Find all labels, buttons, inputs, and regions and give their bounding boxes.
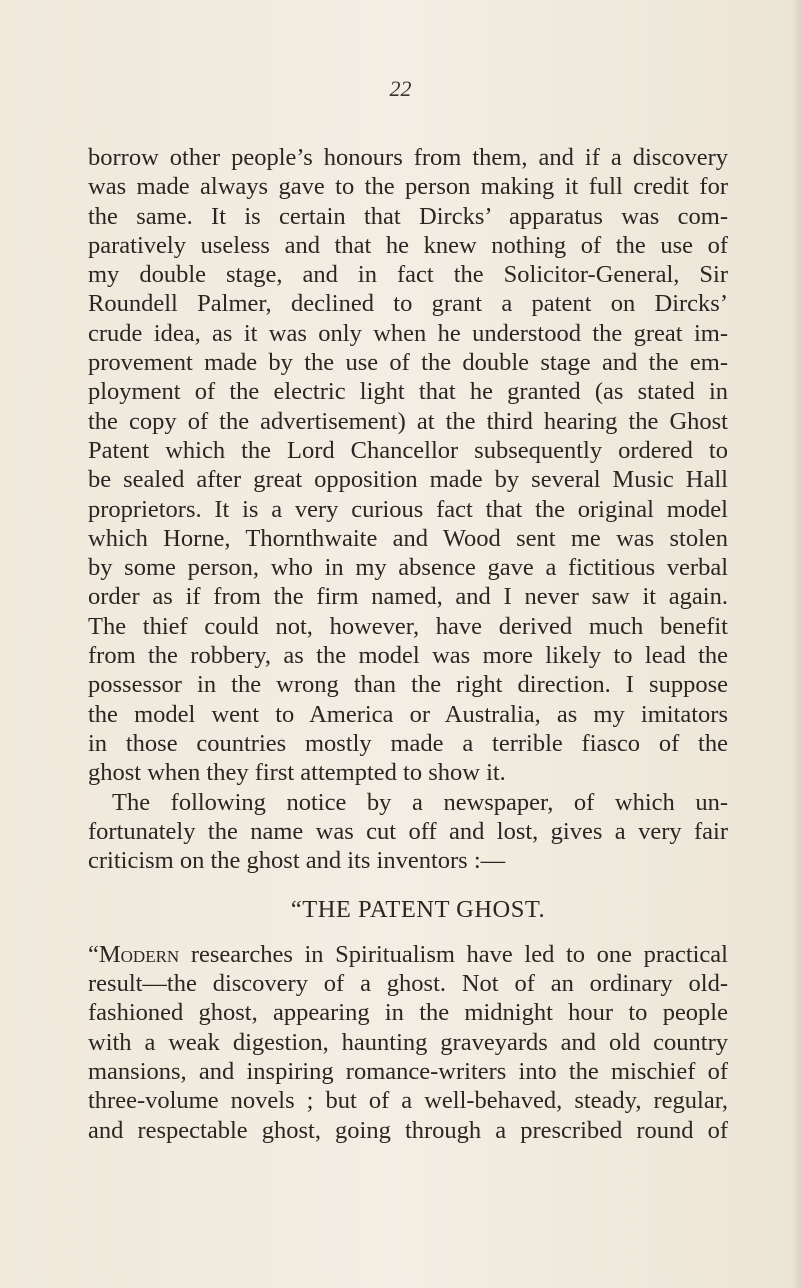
quoted-article [88, 940, 728, 1145]
page-number: 22 [389, 76, 412, 101]
text-line: in those countries mostly made a terrible fiasco of the [88, 729, 728, 757]
paragraph-2 [88, 788, 728, 876]
text-line: The thief could not, however, have derived much benefit [88, 612, 728, 640]
text-line: the same. It is certain that Dircks’ apparatus was com- [88, 202, 728, 230]
text-line: The following notice by a newspaper, of which un- [112, 788, 728, 816]
text-line: criticism on the ghost and its inventors :— [88, 847, 506, 875]
text-line: borrow other people’s honours from them, and if a discovery [88, 144, 728, 171]
text-line: fashioned ghost, appearing in the midnight hour to people [88, 999, 728, 1027]
text-line: from the robbery, as the model was more likely to lead the [88, 642, 728, 670]
text-line: paratively useless and that he knew nothing of the use of [88, 231, 728, 259]
text-line: my double stage, and in fact the Solicitor-General, Sir [88, 261, 728, 289]
text-line: the model went to America or Australia, as my imitators [88, 700, 728, 728]
text-line: provement made by the use of the double stage and the em- [88, 349, 728, 377]
text-line: be sealed after great opposition made by several Music Hall [88, 466, 728, 494]
text-line: proprietors. It is a very curious fact that the original model [88, 495, 728, 523]
text-line: which Horne, Thornthwaite and Wood sent me was stolen [88, 524, 728, 552]
text-line: three-volume novels ; but of a well-behaved, steady, regular, [88, 1087, 728, 1115]
text-line: Roundell Palmer, declined to grant a patent on Dircks’ [88, 290, 728, 318]
text-line [88, 940, 728, 969]
quote-first-word: “Modern [88, 940, 180, 968]
text-line: mansions, and inspiring romance-writers into the mischief of [88, 1057, 728, 1085]
text-line: the copy of the advertisement) at the third hearing the Ghost [88, 407, 728, 435]
page-body-text [88, 143, 728, 1145]
text-line: Patent which the Lord Chancellor subsequently ordered to [88, 436, 728, 464]
text-line: result—the discovery of a ghost. Not of an ordinary old- [88, 970, 728, 998]
page-edge-shadow [791, 0, 801, 1288]
text-line: with a weak digestion, haunting graveyards and old country [88, 1028, 728, 1056]
text-line: possessor in the wrong than the right direction. I suppose [88, 671, 728, 699]
quote-heading: “THE PATENT GHOST. [290, 896, 546, 924]
text-line: ghost when they first attempted to show it. [88, 759, 506, 787]
quote-first-line-rest: researches in Spiritualism have led to one practical [179, 940, 728, 968]
text-line: ployment of the electric light that he granted (as stated in [88, 378, 728, 406]
text-line: by some person, who in my absence gave a fictitious verbal [88, 554, 728, 582]
text-line: fortunately the name was cut off and lost, gives a very fair [88, 817, 728, 845]
text-line: and respectable ghost, going through a prescribed round of [88, 1116, 728, 1144]
text-line: order as if from the firm named, and I never saw it again. [88, 583, 728, 611]
text-line: crude idea, as it was only when he understood the great im- [88, 319, 728, 347]
text-line: was made always gave to the person making it full credit for [88, 173, 728, 201]
paragraph-1 [88, 143, 728, 788]
